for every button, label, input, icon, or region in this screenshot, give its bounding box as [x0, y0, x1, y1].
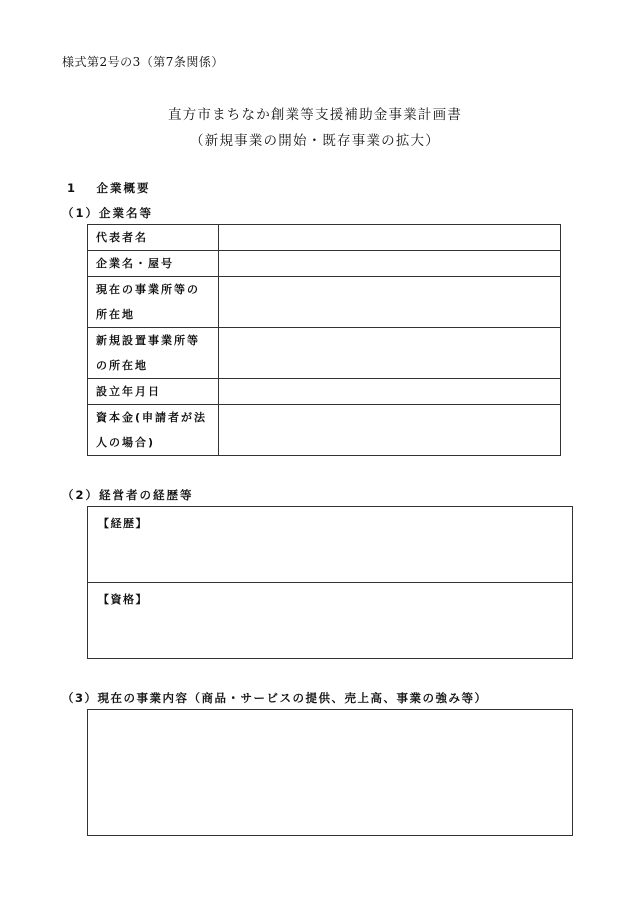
- company-info-table: [87, 224, 561, 456]
- form-number: 様式第2号の3（第7条関係）: [62, 55, 224, 69]
- document-subtitle: （新規事業の開始・既存事業の拡大）: [190, 133, 440, 149]
- table-row: [88, 328, 561, 379]
- current-address-label: [88, 277, 219, 328]
- qualification-label: 【資格】: [98, 593, 148, 606]
- capital-input[interactable]: [219, 405, 561, 456]
- label-line: 所在地: [96, 308, 135, 321]
- document-title: 直方市まちなか創業等支援補助金事業計画書: [168, 107, 462, 123]
- label-line: 現在の事業所等の: [96, 283, 200, 296]
- section-1-2-heading: （2）経営者の経歴等: [62, 488, 194, 502]
- table-row: [88, 405, 561, 456]
- section-1-heading: 1 企業概要: [67, 181, 151, 195]
- label-line: の所在地: [96, 359, 148, 372]
- section-1-1-heading: （1）企業名等: [62, 206, 154, 220]
- representative-label: 代表者名: [88, 225, 219, 251]
- career-box[interactable]: [87, 506, 573, 583]
- label-line: 資本金(申請者が法: [96, 411, 208, 424]
- established-date-input[interactable]: [219, 379, 561, 405]
- table-row: [88, 251, 561, 277]
- business-content-box[interactable]: [87, 709, 573, 836]
- qualification-box[interactable]: [87, 582, 573, 659]
- new-address-label: [88, 328, 219, 379]
- career-label: 【経歴】: [98, 517, 148, 530]
- table-row: [88, 277, 561, 328]
- table-row: [88, 225, 561, 251]
- section-1-3-heading: （3）現在の事業内容（商品・サービスの提供、売上高、事業の強み等）: [62, 691, 488, 705]
- current-address-input[interactable]: [219, 277, 561, 328]
- representative-input[interactable]: [219, 225, 561, 251]
- capital-label: [88, 405, 219, 456]
- new-address-input[interactable]: [219, 328, 561, 379]
- label-line: 人の場合): [96, 436, 156, 449]
- company-name-input[interactable]: [219, 251, 561, 277]
- table-row: [88, 379, 561, 405]
- company-name-label: 企業名・屋号: [88, 251, 219, 277]
- established-date-label: 設立年月日: [88, 379, 219, 405]
- label-line: 新規設置事業所等: [96, 334, 200, 347]
